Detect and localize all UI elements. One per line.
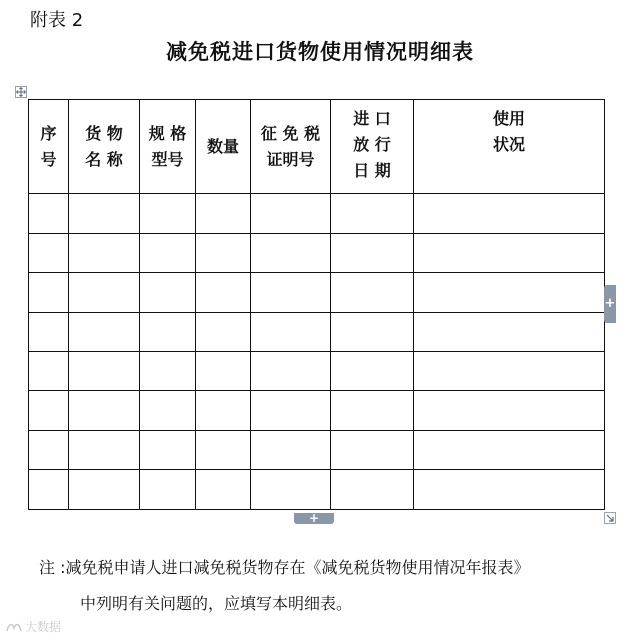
- table-cell[interactable]: [251, 273, 331, 312]
- table-cell[interactable]: [196, 233, 251, 272]
- table-cell[interactable]: [29, 194, 69, 233]
- table-row: [29, 233, 605, 272]
- table-cell[interactable]: [29, 391, 69, 430]
- header-import-release-date-line2: 放 行: [353, 135, 391, 154]
- table-cell[interactable]: [251, 194, 331, 233]
- table-cell[interactable]: [251, 312, 331, 351]
- table-cell[interactable]: [140, 233, 196, 272]
- note-line-1: 注 :减免税申请人进口减免税货物存在《减免税货物使用情况年报表》: [39, 558, 530, 577]
- table-row: [29, 430, 605, 469]
- header-usage-status-line2: 状况: [492, 135, 525, 154]
- header-usage-status-line1: 使用: [492, 109, 525, 128]
- header-serial-number-line1: 序: [40, 123, 57, 143]
- header-exemption-certificate-number-line2: 证明号: [266, 149, 315, 169]
- table-row: [29, 194, 605, 233]
- table-cell[interactable]: [414, 233, 605, 272]
- header-usage-status: [414, 100, 605, 194]
- header-exemption-certificate-number-line1: 征 免 税: [260, 123, 321, 143]
- table-cell[interactable]: [196, 312, 251, 351]
- header-serial-number: [29, 100, 69, 194]
- header-goods-name-line2: 名 称: [85, 149, 123, 169]
- table-cell[interactable]: [69, 352, 140, 391]
- watermark-logo-icon: [6, 621, 22, 633]
- table-cell[interactable]: [331, 273, 414, 312]
- table-cell[interactable]: [69, 430, 140, 469]
- table-cell[interactable]: [331, 430, 414, 469]
- table-cell[interactable]: [414, 194, 605, 233]
- table-cell[interactable]: [140, 352, 196, 391]
- table-cell[interactable]: [69, 312, 140, 351]
- table-cell[interactable]: [414, 430, 605, 469]
- header-exemption-certificate-number: [251, 100, 331, 194]
- table-cell[interactable]: [196, 352, 251, 391]
- table-header-row: [29, 100, 605, 194]
- table-cell[interactable]: [140, 391, 196, 430]
- header-specification-model: [140, 100, 196, 194]
- header-serial-number-line2: 号: [40, 149, 57, 169]
- header-import-release-date: [331, 100, 414, 194]
- table-cell[interactable]: [29, 430, 69, 469]
- table-row: [29, 470, 605, 510]
- table-cell[interactable]: [196, 470, 251, 510]
- table-cell[interactable]: [196, 194, 251, 233]
- table-cell[interactable]: [251, 233, 331, 272]
- header-goods-name-line1: 货 物: [85, 123, 123, 143]
- header-quantity-label: 数量: [206, 136, 239, 156]
- note-line-2: 中列明有关问题的，应填写本明细表。: [80, 594, 353, 613]
- table-row: [29, 391, 605, 430]
- table-cell[interactable]: [331, 391, 414, 430]
- header-quantity: [196, 100, 251, 194]
- table-cell[interactable]: [196, 273, 251, 312]
- table-cell[interactable]: [69, 470, 140, 510]
- table-cell[interactable]: [196, 391, 251, 430]
- add-row-button[interactable]: +: [294, 513, 334, 524]
- table-cell[interactable]: [414, 470, 605, 510]
- header-import-release-date-line3: 日 期: [353, 161, 391, 180]
- table-cell[interactable]: [69, 273, 140, 312]
- table-cell[interactable]: [331, 470, 414, 510]
- header-goods-name: [69, 100, 140, 194]
- table-cell[interactable]: [140, 470, 196, 510]
- appendix-label: 附表 2: [30, 10, 84, 31]
- table-cell[interactable]: [251, 470, 331, 510]
- table-cell[interactable]: [69, 233, 140, 272]
- table-cell[interactable]: [69, 194, 140, 233]
- table-cell[interactable]: [140, 312, 196, 351]
- table-cell[interactable]: [140, 194, 196, 233]
- table-cell[interactable]: [140, 430, 196, 469]
- table-cell[interactable]: [251, 430, 331, 469]
- table-resize-corner-icon[interactable]: [604, 512, 616, 524]
- table-cell[interactable]: [414, 391, 605, 430]
- table-row: [29, 352, 605, 391]
- table-move-handle-icon[interactable]: [15, 86, 27, 98]
- table-cell[interactable]: [29, 273, 69, 312]
- table-cell[interactable]: [29, 233, 69, 272]
- header-specification-model-line2: 型号: [151, 149, 184, 169]
- table-cell[interactable]: [251, 391, 331, 430]
- table-cell[interactable]: [69, 391, 140, 430]
- table-cell[interactable]: [251, 352, 331, 391]
- document-title: 减免税进口货物使用情况明细表: [166, 40, 474, 64]
- watermark-text: 大数据: [25, 620, 62, 634]
- table-cell[interactable]: [414, 352, 605, 391]
- table-cell[interactable]: [414, 273, 605, 312]
- table-row: [29, 273, 605, 312]
- table-cell[interactable]: [331, 194, 414, 233]
- table-cell[interactable]: [331, 352, 414, 391]
- goods-usage-detail-table: [28, 99, 605, 510]
- table-cell[interactable]: [29, 352, 69, 391]
- table-cell[interactable]: [29, 470, 69, 510]
- table-row: [29, 312, 605, 351]
- table-cell[interactable]: [29, 312, 69, 351]
- header-import-release-date-line1: 进 口: [353, 109, 391, 128]
- add-column-button[interactable]: +: [604, 285, 616, 323]
- table-cell[interactable]: [196, 430, 251, 469]
- table-cell[interactable]: [140, 273, 196, 312]
- header-specification-model-line1: 规 格: [148, 123, 187, 143]
- table-cell[interactable]: [414, 312, 605, 351]
- table-cell[interactable]: [331, 233, 414, 272]
- table-cell[interactable]: [331, 312, 414, 351]
- watermark: [6, 618, 61, 635]
